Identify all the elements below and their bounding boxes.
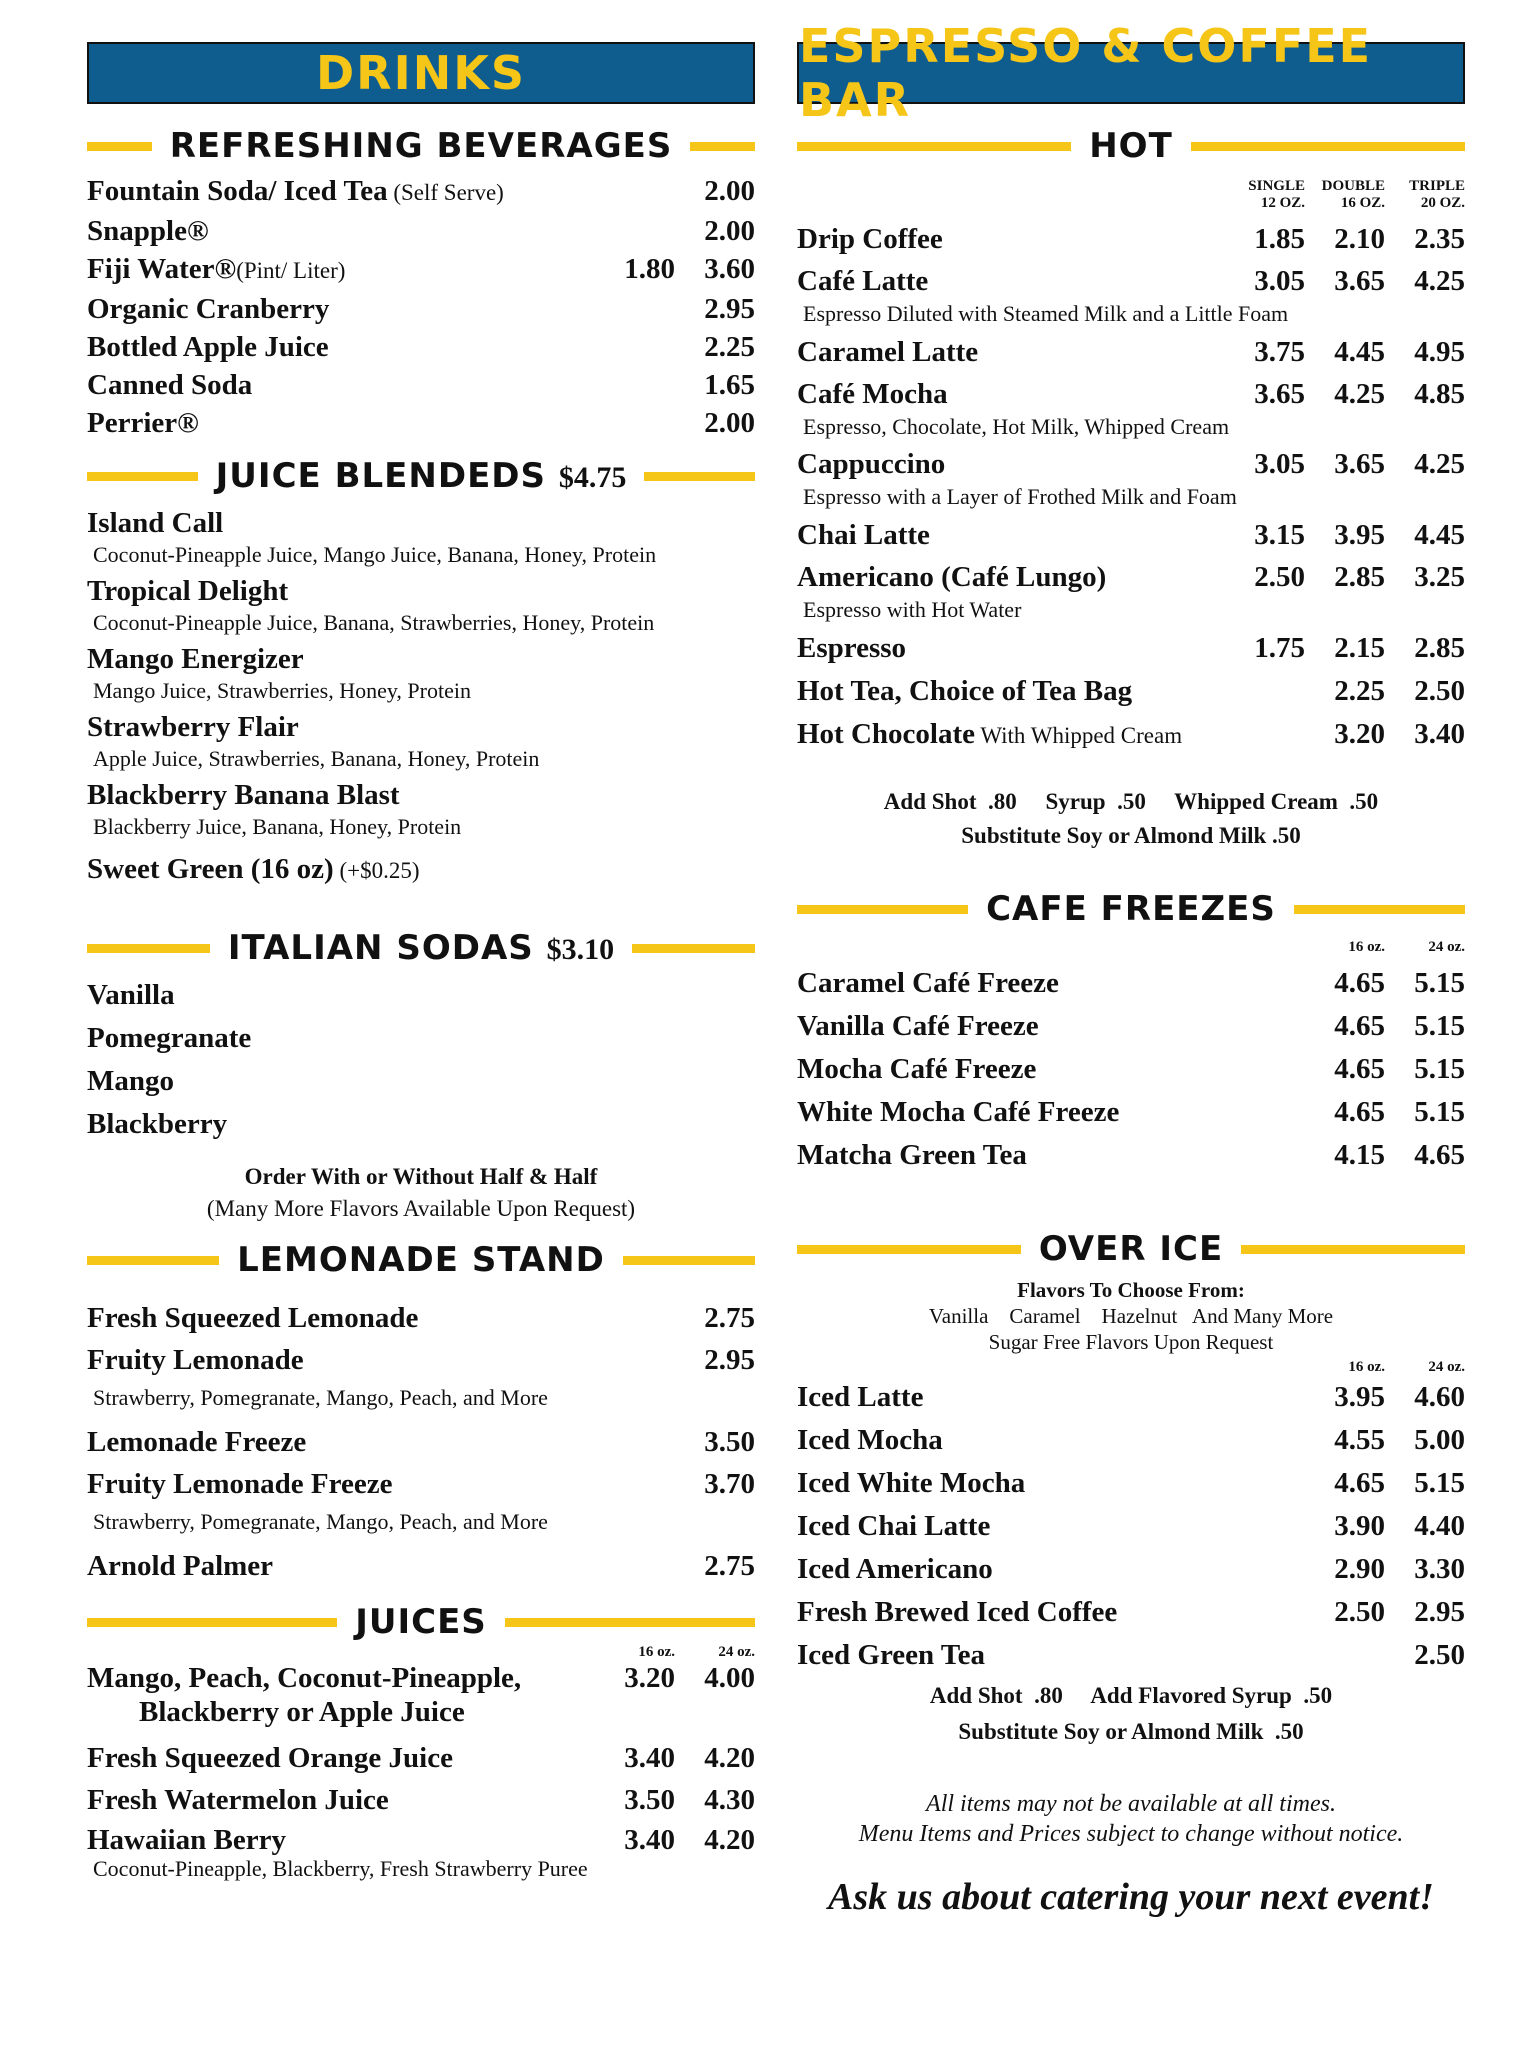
menu-item: Fresh Watermelon Juice 3.50 4.30 [87,1784,755,1816]
drinks-column [87,42,755,1883]
menu-item: Strawberry Flair [87,711,299,743]
section-head-refreshing: REFRESHING BEVERAGES [87,124,755,168]
item-description: Strawberry, Pomegranate, Mango, Peach, and More [93,1509,548,1534]
menu-item: Tropical Delight [87,575,289,607]
menu-item: Fruity Lemonade Freeze 3.70 [87,1468,755,1500]
menu-item: Organic Cranberry 2.95 [87,293,755,325]
item-description: Espresso Diluted with Steamed Milk and a Little Foam [803,301,1289,326]
menu-item: Fruity Lemonade 2.95 [87,1344,755,1376]
catering-callout: Ask us about catering your next event! [828,1876,1434,1918]
menu-item: Mocha Café Freeze 4.65 5.15 [797,1053,1465,1085]
menu-item: Snapple® 2.00 [87,215,755,247]
item-description: Coconut-Pineapple Juice, Mango Juice, Banana, Honey, Protein [93,542,657,567]
menu-item: Perrier® 2.00 [87,407,755,439]
menu-item: Cappuccino 3.05 3.65 4.25 [797,448,1465,480]
menu-item: Matcha Green Tea 4.15 4.65 [797,1139,1465,1171]
item-description: Espresso with Hot Water [803,597,1022,622]
section-head-cafe-freezes: CAFE FREEZES [797,887,1465,931]
menu-item: Mango, Peach, Coconut-Pineapple, 3.20 4.00 [87,1662,755,1694]
over-ice-substitute: Substitute Soy or Almond Milk .50 [958,1719,1304,1744]
price-change-note: Menu Items and Prices subject to change without notice. [858,1821,1404,1847]
freezes-size-header: 16 oz. 24 oz. [1348,939,1465,955]
menu-item: Caramel Latte 3.75 4.45 4.95 [797,336,1465,368]
availability-note: All items may not be available at all times. [926,1791,1336,1817]
item-description: Blackberry Juice, Banana, Honey, Protein [93,814,462,839]
menu-item: Iced Chai Latte 3.90 4.40 [797,1510,1465,1542]
menu-item: Sweet Green (16 oz) (+$0.25) [87,853,420,885]
menu-item: Mango Energizer [87,643,304,675]
menu-item: Fresh Squeezed Lemonade 2.75 [87,1302,755,1334]
menu-item: Chai Latte 3.15 3.95 4.45 [797,519,1465,551]
section-head-italian-sodas: ITALIAN SODAS $3.10 [87,926,755,970]
menu-item: Café Mocha 3.65 4.25 4.85 [797,378,1465,410]
menu-item: Island Call [87,507,224,539]
hot-addons: Add Shot .80 Syrup .50 Whipped Cream .50 [883,789,1379,814]
menu-item: Canned Soda 1.65 [87,369,755,401]
lemonade-list [87,1296,755,1588]
juices-list [87,1661,755,1879]
menu-item: Fountain Soda/ Iced Tea (Self Serve) 2.00 [87,175,755,207]
menu-item: Vanilla [87,979,175,1011]
hot-size-oz: 12 OZ. 16 OZ. 20 OZ. [1260,195,1465,211]
item-description: Coconut-Pineapple Juice, Banana, Strawberries, Honey, Protein [93,610,655,635]
italian-sodas-list [87,974,755,1146]
drinks-title: DRINKS [87,42,755,104]
section-head-juices: JUICES [87,1600,755,1644]
item-description: Apple Juice, Strawberries, Banana, Honey, Protein [93,746,540,771]
menu-item: Café Latte 3.05 3.65 4.25 [797,265,1465,297]
section-head-lemonade: LEMONADE STAND [87,1238,755,1282]
menu-item: Fiji Water®(Pint/ Liter) 1.80 3.60 [87,253,755,285]
over-ice-size-header: 16 oz. 24 oz. [1348,1359,1465,1375]
over-ice-addons: Add Shot .80 Add Flavored Syrup .50 [929,1683,1333,1708]
section-head-juice-blendeds: JUICE BLENDEDS $4.75 [87,454,755,498]
menu-item: Pomegranate [87,1022,252,1054]
hot-size-header: SINGLE DOUBLE TRIPLE [1248,178,1465,194]
menu-item: Americano (Café Lungo) 2.50 2.85 3.25 [797,561,1465,593]
menu-item: Blackberry Banana Blast [87,779,400,811]
over-ice-list [797,1376,1465,1677]
menu-item: Drip Coffee 1.85 2.10 2.35 [797,223,1465,255]
menu-item: Iced Mocha 4.55 5.00 [797,1424,1465,1456]
item-description: Espresso, Chocolate, Hot Milk, Whipped Cream [803,414,1230,439]
menu-item: Caramel Café Freeze 4.65 5.15 [797,967,1465,999]
menu-item: Fresh Squeezed Orange Juice 3.40 4.20 [87,1742,755,1774]
juice-blendeds-list [87,504,755,890]
juices-size-header: 16 oz. 24 oz. [638,1644,755,1660]
refreshing-list [87,172,755,442]
item-description: Coconut-Pineapple, Blackberry, Fresh Strawberry Puree [93,1856,588,1881]
item-description: Mango Juice, Strawberries, Honey, Protein [93,678,471,703]
menu-item: Iced Latte 3.95 4.60 [797,1381,1465,1413]
menu-item: Vanilla Café Freeze 4.65 5.15 [797,1010,1465,1042]
section-head-over-ice: OVER ICE [797,1227,1465,1271]
flavors-heading: Flavors To Choose From: [1017,1278,1245,1302]
menu-item: Blackberry [87,1108,228,1140]
item-description: Strawberry, Pomegranate, Mango, Peach, and More [93,1385,548,1410]
menu-item: Hot Chocolate With Whipped Cream 3.20 3.40 [797,718,1465,750]
menu-item: Mango [87,1065,174,1097]
menu-item: Iced Americano 2.90 3.30 [797,1553,1465,1585]
menu-item: Hot Tea, Choice of Tea Bag 2.25 2.50 [797,675,1465,707]
menu-item: Arnold Palmer 2.75 [87,1550,755,1582]
espresso-column [797,19,1465,1919]
espresso-title: ESPRESSO & COFFEE BAR [797,42,1465,104]
freezes-list [797,962,1465,1177]
menu-item: White Mocha Café Freeze 4.65 5.15 [797,1096,1465,1128]
item-description: Espresso with a Layer of Frothed Milk and Foam [803,484,1237,509]
menu-item: Iced White Mocha 4.65 5.15 [797,1467,1465,1499]
menu-item-continued: Blackberry or Apple Juice [139,1696,465,1728]
menu-item: Fresh Brewed Iced Coffee 2.50 2.95 [797,1596,1465,1628]
sugar-free-note: Sugar Free Flavors Upon Request [988,1330,1274,1354]
section-head-hot: HOT [797,124,1465,168]
italian-note: Order With or Without Half & Half [244,1164,598,1189]
hot-list [797,218,1465,757]
menu-item: Bottled Apple Juice 2.25 [87,331,755,363]
hot-substitute: Substitute Soy or Almond Milk .50 [961,823,1301,848]
menu-item: Hawaiian Berry 3.40 4.20 [87,1824,755,1856]
italian-note-flavors: (Many More Flavors Available Upon Request) [206,1196,636,1221]
menu-item: Lemonade Freeze 3.50 [87,1426,755,1458]
menu-item: Espresso 1.75 2.15 2.85 [797,632,1465,664]
menu-item: Iced Green Tea 2.50 [797,1639,1465,1671]
flavors-list: Vanilla Caramel Hazelnut And Many More [928,1304,1334,1328]
